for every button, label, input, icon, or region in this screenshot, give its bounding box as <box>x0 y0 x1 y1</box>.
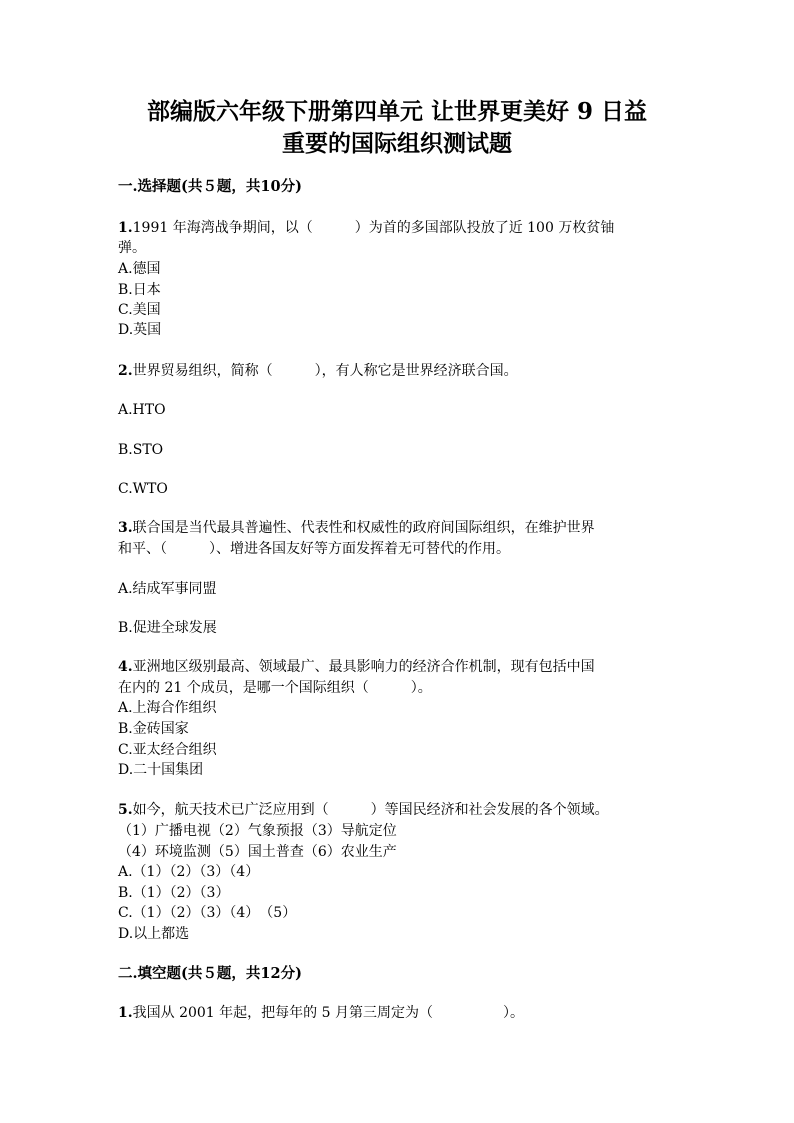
question-number: 1. <box>118 1005 133 1021</box>
question-1-line1 <box>118 218 614 238</box>
question-5-line1 <box>118 800 609 820</box>
question-2-line1 <box>118 361 518 381</box>
question-1-option-c: C.美国 <box>118 302 161 318</box>
question-text: 1991 年海湾战争期间，以（ ）为首的多国部队投放了近 100 万枚贫铀 <box>132 220 615 236</box>
page-title-line2: 重要的国际组织测试题 <box>282 130 512 157</box>
question-2-option-c: C.WTO <box>118 481 168 497</box>
question-text: 亚洲地区级别最高、领域最广、最具影响力的经济合作机制，现有包括中国 <box>132 659 595 675</box>
fill-question-1 <box>118 1003 524 1023</box>
question-number: 1. <box>118 220 133 236</box>
question-text: 联合国是当代最具普遍性、代表性和权威性的政府间国际组织，在维护世界 <box>132 520 595 536</box>
section-heading-choice: 一.选择题(共５题，共10分) <box>118 178 302 195</box>
question-3-line1 <box>118 518 595 538</box>
question-2-option-b: B.STO <box>118 442 164 458</box>
question-text: 如今，航天技术已广泛应用到（ ）等国民经济和社会发展的各个领域。 <box>132 802 609 818</box>
question-5-line2: （1）广播电视（2）气象预报（3）导航定位 <box>118 823 397 839</box>
question-4-option-d: D.二十国集团 <box>118 762 204 778</box>
question-1-option-a: A.德国 <box>118 261 161 277</box>
question-3-line2: 和平、（ ）、增进各国友好等方面发挥着无可替代的作用。 <box>118 541 510 557</box>
question-1-line2: 弹。 <box>118 240 146 256</box>
question-number: 2. <box>118 363 133 379</box>
question-4-option-a: A.上海合作组织 <box>118 700 217 716</box>
question-5-option-b: B.（1）（2）（3） <box>118 885 230 901</box>
section-heading-fill: 二.填空题(共５题，共12分) <box>118 965 302 982</box>
question-4-option-b: B.金砖国家 <box>118 721 189 737</box>
question-text: 我国从 2001 年起，把每年的 5 月第三周定为（ ）。 <box>132 1005 524 1021</box>
question-1-option-b: B.日本 <box>118 282 161 298</box>
question-4-line1 <box>118 657 595 677</box>
question-number: 3. <box>118 520 133 536</box>
question-3-option-b: B.促进全球发展 <box>118 620 217 636</box>
question-number: 5. <box>118 802 133 818</box>
question-number: 4. <box>118 659 133 675</box>
question-3-option-a: A.结成军事同盟 <box>118 581 217 597</box>
question-text: 世界贸易组织，简称（ ），有人称它是世界经济联合国。 <box>132 363 518 379</box>
question-4-line2: 在内的 21 个成员，是哪一个国际组织（ ）。 <box>118 680 432 696</box>
question-2-option-a: A.HTO <box>118 402 166 418</box>
page-title-line1: 部编版六年级下册第四单元 让世界更美好 9 日益 <box>146 98 648 125</box>
question-5-option-a: A.（1）（2）（3）（4） <box>118 864 260 880</box>
question-1-option-d: D.英国 <box>118 322 162 338</box>
question-5-option-d: D.以上都选 <box>118 926 190 942</box>
question-5-option-c: C.（1）（2）（3）（4） （5） <box>118 905 297 921</box>
question-4-option-c: C.亚太经合组织 <box>118 742 217 758</box>
question-5-line3: （4）环境监测（5）国土普查（6）农业生产 <box>118 844 397 860</box>
